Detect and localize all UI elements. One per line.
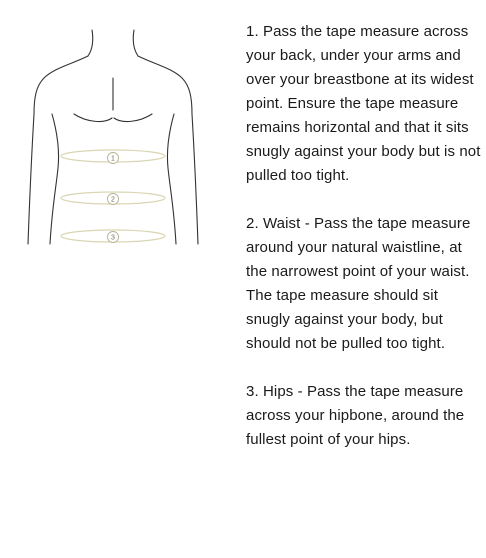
marker-3 [108,232,119,243]
marker-1 [108,153,119,164]
instruction-chest: 1. Pass the tape measure across your back, under your arms and over your breastbone at its widest point. Ensure the tape measure remains horizontal and that it sits snugly against your body but is not pulled too tight. [246,23,481,184]
marker-3-label: 3 [111,234,115,242]
marker-2-label: 2 [111,196,115,204]
body-measurement-figure [22,18,212,258]
measurement-instructions [246,20,482,476]
torso-outline-illustration [22,18,212,258]
instruction-hips: 3. Hips - Pass the tape measure across your hipbone, around the fullest point of your hips. [246,383,465,448]
marker-2 [108,194,119,205]
instruction-waist: 2. Waist - Pass the tape measure around your natural waistline, at the narrowest point of your waist. The tape measure should sit snugly against your body, but should not be pulled too tight. [246,215,471,352]
marker-1-label: 1 [111,155,115,163]
